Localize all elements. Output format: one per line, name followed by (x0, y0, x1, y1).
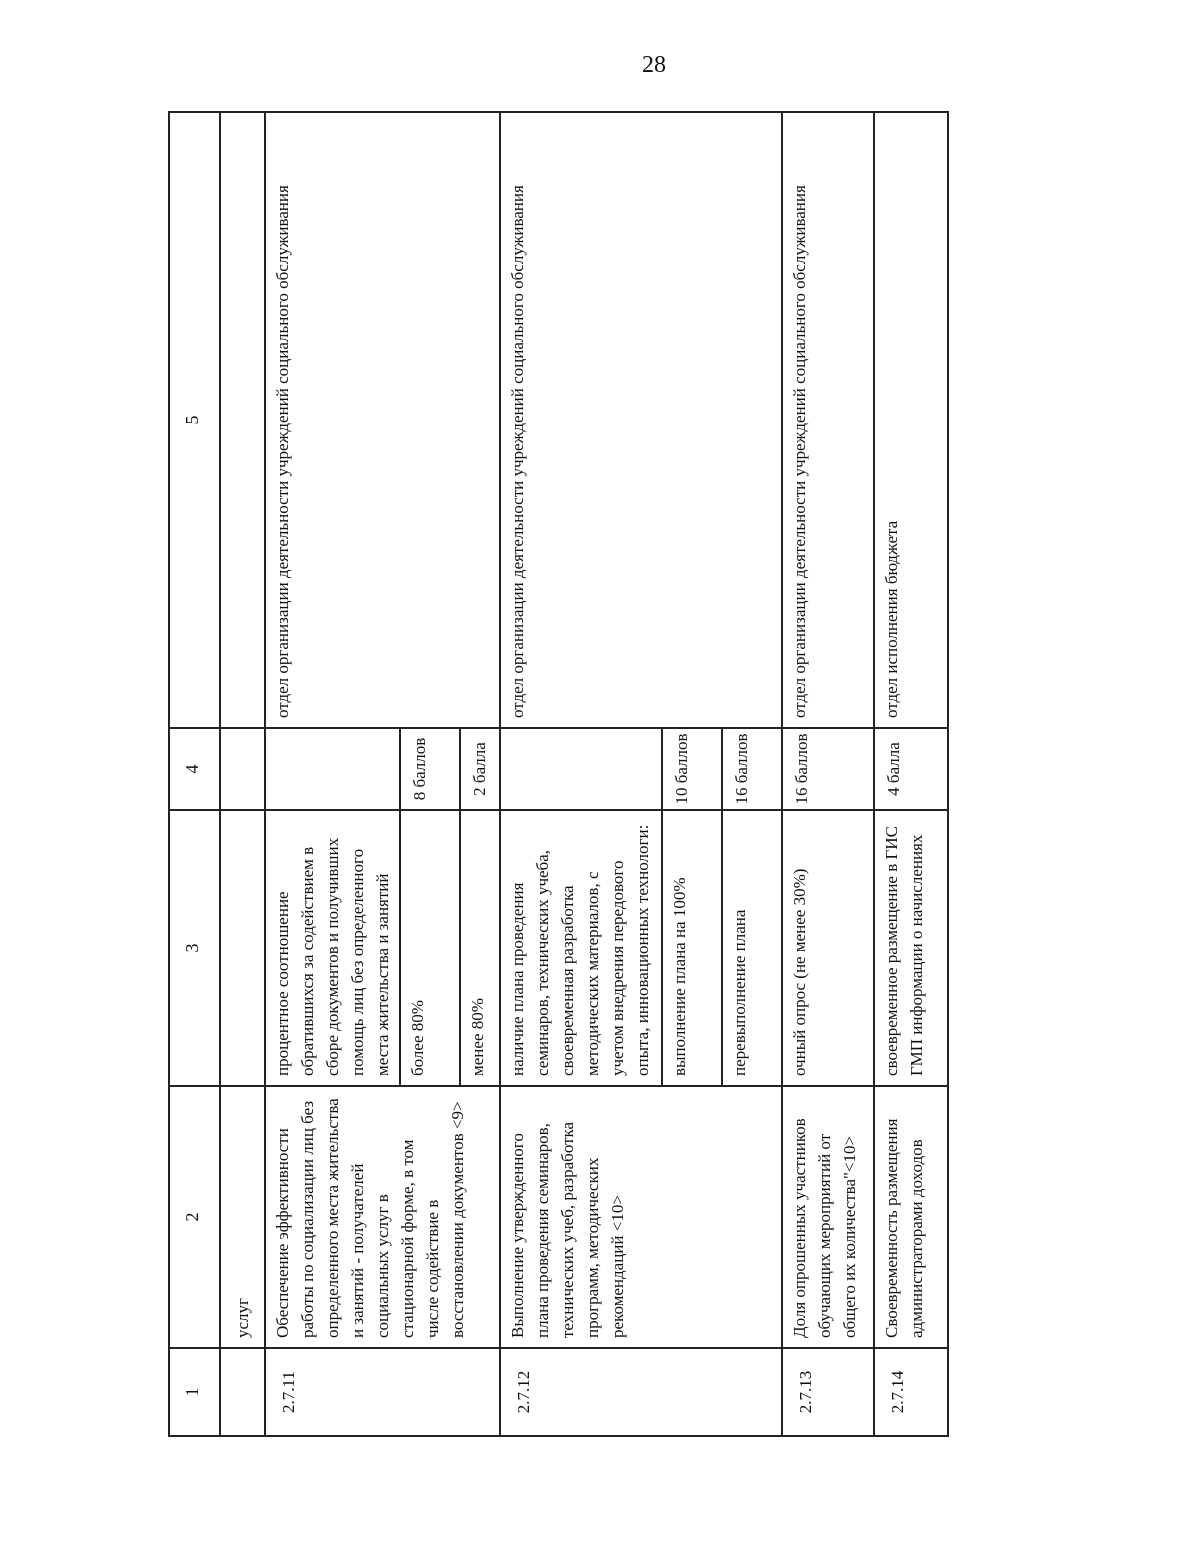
points-empty (265, 728, 400, 810)
indicator-text: Доля опрошенных участников обучающих мероприятий от общего их количества"<10> (782, 1086, 874, 1348)
continuation-cell-4 (220, 728, 265, 810)
page-number: 28 (642, 52, 666, 78)
criterion-text: очный опрос (не менее 30%) (782, 810, 874, 1086)
indicator-text: Выполнение утвержденного плана проведения семинаров, технических учеб, разработка программ, методических рекомендаций <10> (500, 1086, 782, 1348)
condition-text: выполнение плана на 100% (662, 810, 722, 1086)
responsible-text: отдел организации деятельности учреждений социального обслуживания (782, 112, 874, 728)
table-row (500, 112, 662, 1436)
condition-text: более 80% (400, 810, 460, 1086)
points-text: 2 балла (460, 728, 500, 810)
header-col-3: 3 (169, 810, 220, 1086)
continuation-cell-5 (220, 112, 265, 728)
condition-text: менее 80% (460, 810, 500, 1086)
criterion-text: наличие плана проведения семинаров, технических учеба, своевременная разработка методических материалов, с учетом внедрения передового опыта, инновационных технологи: (500, 810, 662, 1086)
points-empty (500, 728, 662, 810)
table-row (874, 112, 948, 1436)
condition-text: перевыполнение плана (722, 810, 782, 1086)
header-col-5: 5 (169, 112, 220, 728)
table-row (265, 112, 400, 1436)
responsible-text: отдел организации деятельности учреждений социального обслуживания (265, 112, 500, 728)
indicator-text: Своевременность размещения администраторами доходов (874, 1086, 948, 1348)
continuation-text: услуг (220, 1086, 265, 1348)
responsible-text: отдел исполнения бюджета (874, 112, 948, 728)
points-text: 8 баллов (400, 728, 460, 810)
row-number: 2.7.13 (782, 1348, 874, 1436)
points-text: 16 баллов (722, 728, 782, 810)
points-text: 4 балла (874, 728, 948, 810)
document-table-container (168, 113, 1030, 1437)
header-col-4: 4 (169, 728, 220, 810)
criteria-table (168, 111, 949, 1437)
continuation-cell-1 (220, 1348, 265, 1436)
row-number: 2.7.14 (874, 1348, 948, 1436)
responsible-text: отдел организации деятельности учреждений социального обслуживания (500, 112, 782, 728)
points-text: 16 баллов (782, 728, 874, 810)
indicator-text: Обеспечение эффективности работы по социализации лиц без определенного места жительства и занятий - получателей социальных услуг в стационарной форме, в том числе содействие в восстановлении документов <9> (265, 1086, 500, 1348)
continuation-cell-3 (220, 810, 265, 1086)
continuation-row (220, 112, 265, 1436)
header-row (169, 112, 220, 1436)
header-col-2: 2 (169, 1086, 220, 1348)
criterion-text: своевременное размещение в ГИС ГМП информации о начислениях (874, 810, 948, 1086)
table-row (782, 112, 874, 1436)
row-number: 2.7.12 (500, 1348, 782, 1436)
points-text: 10 баллов (662, 728, 722, 810)
criterion-text: процентное соотношение обратившихся за содействием в сборе документов и получивших помощь лиц без определенного места жительства и занятий (265, 810, 400, 1086)
row-number: 2.7.11 (265, 1348, 500, 1436)
header-col-1: 1 (169, 1348, 220, 1436)
